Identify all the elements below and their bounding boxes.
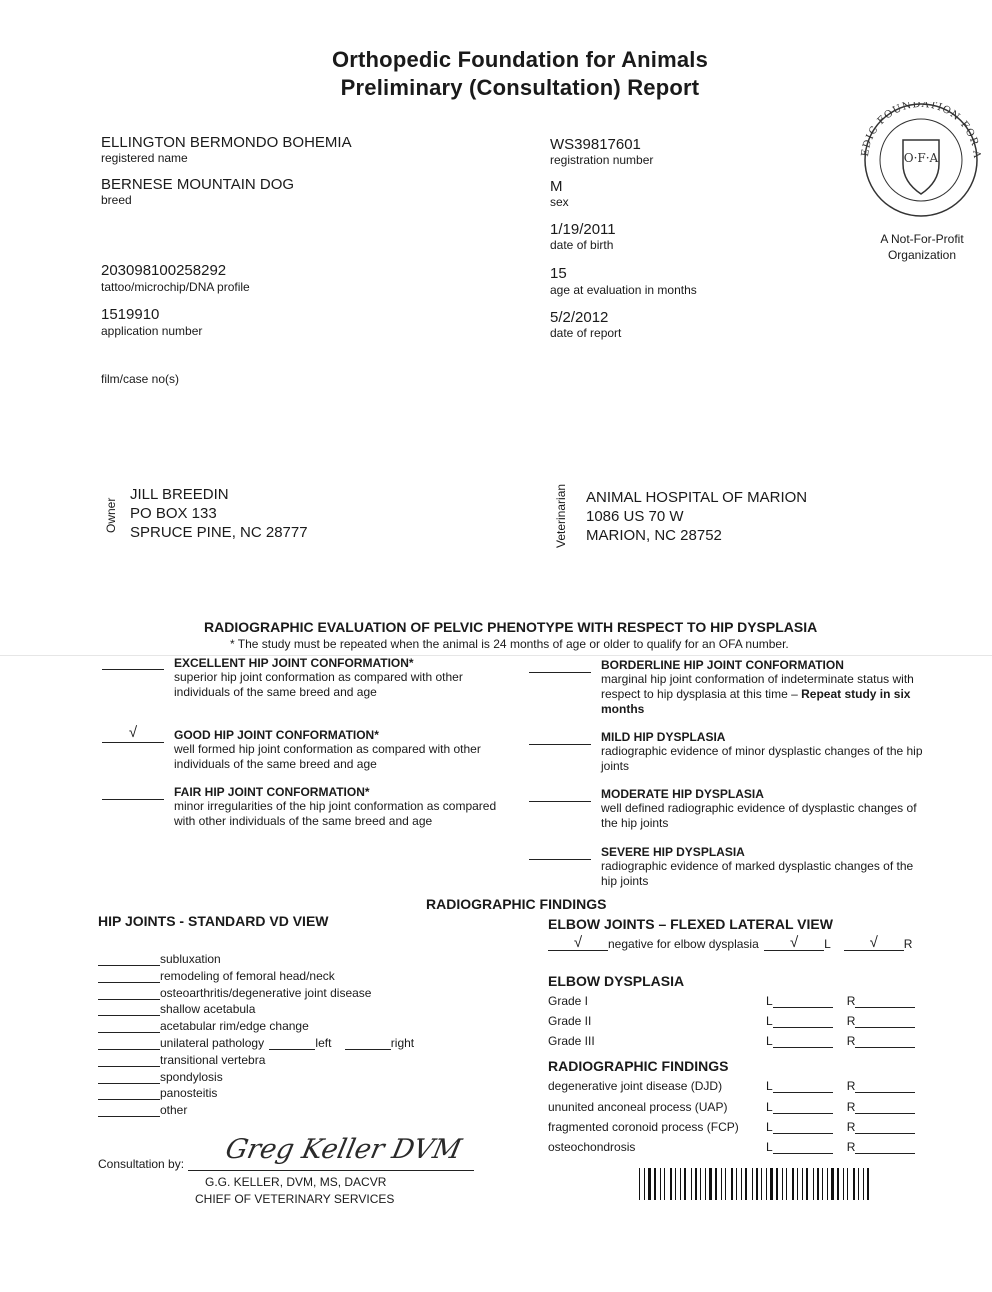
barcode-bar	[644, 1168, 645, 1200]
barcode-bar	[766, 1168, 767, 1200]
sex-value: M	[550, 178, 563, 195]
hip-finding-row: acetabular rim/edge change	[98, 1019, 309, 1033]
tattoo-value: 203098100258292	[101, 262, 227, 279]
mild-checkbox-line	[529, 730, 591, 745]
hip-finding-row: panosteitis	[98, 1086, 217, 1100]
barcode-bar	[721, 1168, 722, 1200]
barcode-bar	[756, 1168, 758, 1200]
barcode-bar	[786, 1168, 787, 1200]
moderate-checkbox-line	[529, 787, 591, 802]
ofa-seal-logo	[856, 102, 986, 217]
radiographic-findings-subheading: RADIOGRAPHIC FINDINGS	[548, 1058, 729, 1074]
age-label: age at evaluation in months	[550, 283, 697, 297]
signer-name: G.G. KELLER, DVM, MS, DACVR	[205, 1175, 387, 1189]
rf-item-label: osteochondrosis	[548, 1140, 636, 1154]
film-case-label: film/case no(s)	[101, 372, 180, 386]
signer-title: CHIEF OF VETERINARY SERVICES	[195, 1192, 395, 1206]
good-checkbox-line	[102, 724, 164, 743]
signature-line	[188, 1170, 474, 1171]
application-number-value: 1519910	[101, 306, 160, 323]
hip-finding-row: other	[98, 1103, 187, 1117]
veterinarian-address: ANIMAL HOSPITAL OF MARION 1086 US 70 W MARION, NC 28752	[586, 489, 808, 544]
barcode-bar	[867, 1168, 869, 1200]
barcode-bar	[802, 1168, 803, 1200]
barcode-bar	[709, 1168, 712, 1200]
rf-item-label: ununited anconeal process (UAP)	[548, 1100, 728, 1114]
owner-address: JILL BREEDIN PO BOX 133 SPRUCE PINE, NC 28777	[130, 486, 308, 541]
barcode-bar	[858, 1168, 859, 1200]
option-fair: FAIR HIP JOINT CONFORMATION* minor irregularities of the hip joint conformation as compared with other individuals of the same breed and age	[174, 785, 497, 828]
barcode-bar	[813, 1168, 814, 1200]
age-value: 15	[550, 265, 567, 282]
barcode-bar	[782, 1168, 783, 1200]
barcode-bar	[761, 1168, 762, 1200]
rf-item-label: degenerative joint disease (DJD)	[548, 1079, 723, 1093]
elbow-left-check: √	[789, 934, 799, 951]
registration-number-value: WS39817601	[550, 136, 641, 153]
svg-text:O·F·A: O·F·A	[903, 151, 939, 165]
barcode-bar	[675, 1168, 676, 1200]
option-severe: SEVERE HIP DYSPLASIA radiographic evidence of marked dysplastic changes of the hip joints	[601, 845, 914, 888]
handwritten-signature: Greg Keller DVM	[222, 1134, 465, 1165]
barcode-bar	[792, 1168, 794, 1200]
tattoo-label: tattoo/microchip/DNA profile	[101, 280, 250, 294]
barcode-bar	[837, 1168, 839, 1200]
report-date-value: 5/2/2012	[550, 309, 609, 326]
hip-joints-heading: HIP JOINTS - STANDARD VD VIEW	[98, 913, 329, 929]
barcode-bar	[660, 1168, 661, 1200]
barcode-bar	[797, 1168, 798, 1200]
lr-blanks: L R	[766, 1034, 915, 1048]
lr-blanks: L R	[766, 1079, 915, 1093]
elbow-negative-row: √ negative for elbow dysplasia √ L √ R	[548, 937, 912, 951]
application-number-label: application number	[101, 324, 203, 338]
elbow-dysplasia-heading: ELBOW DYSPLASIA	[548, 973, 685, 989]
barcode-bar	[695, 1168, 697, 1200]
elbow-negative-check: √	[573, 934, 583, 951]
date-of-birth-label: date of birth	[550, 238, 614, 252]
elbow-right-check: √	[869, 934, 878, 951]
lr-blanks: L R	[766, 1140, 915, 1154]
registered-name-value: ELLINGTON BERMONDO BOHEMIA	[101, 134, 352, 151]
option-mild: MILD HIP DYSPLASIA radiographic evidence of minor dysplastic changes of the hip joints	[601, 730, 923, 773]
barcode-bar	[639, 1168, 640, 1200]
evaluation-heading: RADIOGRAPHIC EVALUATION OF PELVIC PHENOTYPE WITH RESPECT TO HIP DYSPLASIA	[204, 619, 818, 635]
barcode-bar	[680, 1168, 681, 1200]
report-title-line1: Orthopedic Foundation for Animals	[331, 47, 709, 72]
barcode-bar	[664, 1168, 665, 1200]
option-excellent: EXCELLENT HIP JOINT CONFORMATION* superior hip joint conformation as compared with other individuals of the same breed and age	[174, 656, 463, 699]
lr-blanks: L R	[766, 1120, 915, 1134]
report-title-line2: Preliminary (Consultation) Report	[340, 75, 700, 100]
lr-blanks: L R	[766, 1100, 915, 1114]
grade-label: Grade I	[548, 994, 589, 1008]
nonprofit-caption: A Not-For-Profit Organization	[880, 232, 964, 262]
barcode-bar	[843, 1168, 844, 1200]
rf-item-label: fragmented coronoid process (FCP)	[548, 1120, 739, 1134]
barcode-bar	[770, 1168, 773, 1200]
svg-text:ORTHOPEDIC FOUNDATION FOR ANIM: EDIC FOUNDATION FOR A	[860, 102, 983, 160]
barcode-bar	[700, 1168, 701, 1200]
barcode-bar	[752, 1168, 753, 1200]
barcode-bar	[654, 1168, 656, 1200]
barcode-bar	[745, 1168, 747, 1200]
lr-blanks: L R	[766, 994, 915, 1008]
barcode-bar	[741, 1168, 742, 1200]
hip-finding-row: osteoarthritis/degenerative joint disease	[98, 986, 371, 1000]
hip-finding-row: remodeling of femoral head/neck	[98, 969, 335, 983]
barcode-bar	[853, 1168, 855, 1200]
option-borderline: BORDERLINE HIP JOINT CONFORMATION marginal hip joint conformation of indeterminate status with respect to hip dysplasia at this time – Repeat study in six months	[601, 658, 914, 716]
findings-heading: RADIOGRAPHIC FINDINGS	[426, 896, 607, 912]
barcode-bar	[847, 1168, 848, 1200]
barcode-bar	[806, 1168, 808, 1200]
date-of-birth-value: 1/19/2011	[550, 221, 616, 238]
severe-checkbox-line	[529, 845, 591, 860]
barcode-bar	[684, 1168, 686, 1200]
barcode-bar	[776, 1168, 778, 1200]
barcode-bar	[736, 1168, 737, 1200]
option-good: GOOD HIP JOINT CONFORMATION* well formed hip joint conformation as compared with other individuals of the same breed and age	[174, 728, 481, 771]
breed-value: BERNESE MOUNTAIN DOG	[101, 176, 295, 193]
barcode-bar	[827, 1168, 828, 1200]
lr-blanks: L R	[766, 1014, 915, 1028]
grade-label: Grade III	[548, 1034, 595, 1048]
barcode-bar	[822, 1168, 823, 1200]
hip-finding-row: spondylosis	[98, 1070, 223, 1084]
good-check-mark: √	[128, 724, 138, 741]
report-date-label: date of report	[550, 326, 622, 340]
owner-side-label: Owner	[104, 497, 118, 533]
excellent-checkbox-line	[102, 655, 164, 670]
registration-number-label: registration number	[550, 153, 654, 167]
barcode-bar	[725, 1168, 726, 1200]
barcode-bar	[817, 1168, 819, 1200]
veterinarian-side-label: Veterinarian	[554, 483, 568, 548]
barcode	[638, 1168, 870, 1200]
hip-finding-row: shallow acetabula	[98, 1002, 255, 1016]
sex-label: sex	[550, 195, 569, 209]
evaluation-note: * The study must be repeated when the animal is 24 months of age or older to qualify for an OFA number.	[230, 637, 789, 651]
barcode-bar	[670, 1168, 672, 1200]
barcode-bar	[831, 1168, 834, 1200]
fair-checkbox-line	[102, 785, 164, 800]
hip-finding-row: transitional vertebra	[98, 1053, 265, 1067]
grade-label: Grade II	[548, 1014, 592, 1028]
barcode-bar	[648, 1168, 651, 1200]
hip-finding-row: subluxation	[98, 952, 221, 966]
consultation-label: Consultation by:	[98, 1157, 185, 1171]
barcode-bar	[691, 1168, 692, 1200]
registered-name-label: registered name	[101, 151, 188, 165]
barcode-bar	[715, 1168, 717, 1200]
hip-finding-row-unilateral: unilateral pathology left right	[98, 1036, 414, 1050]
option-moderate: MODERATE HIP DYSPLASIA well defined radiographic evidence of dysplastic changes of the hip joints	[601, 787, 917, 830]
barcode-bar	[863, 1168, 864, 1200]
barcode-bar	[731, 1168, 733, 1200]
barcode-bar	[705, 1168, 706, 1200]
elbow-joints-heading: ELBOW JOINTS – FLEXED LATERAL VIEW	[548, 916, 833, 932]
breed-label: breed	[101, 193, 132, 207]
borderline-checkbox-line	[529, 658, 591, 673]
